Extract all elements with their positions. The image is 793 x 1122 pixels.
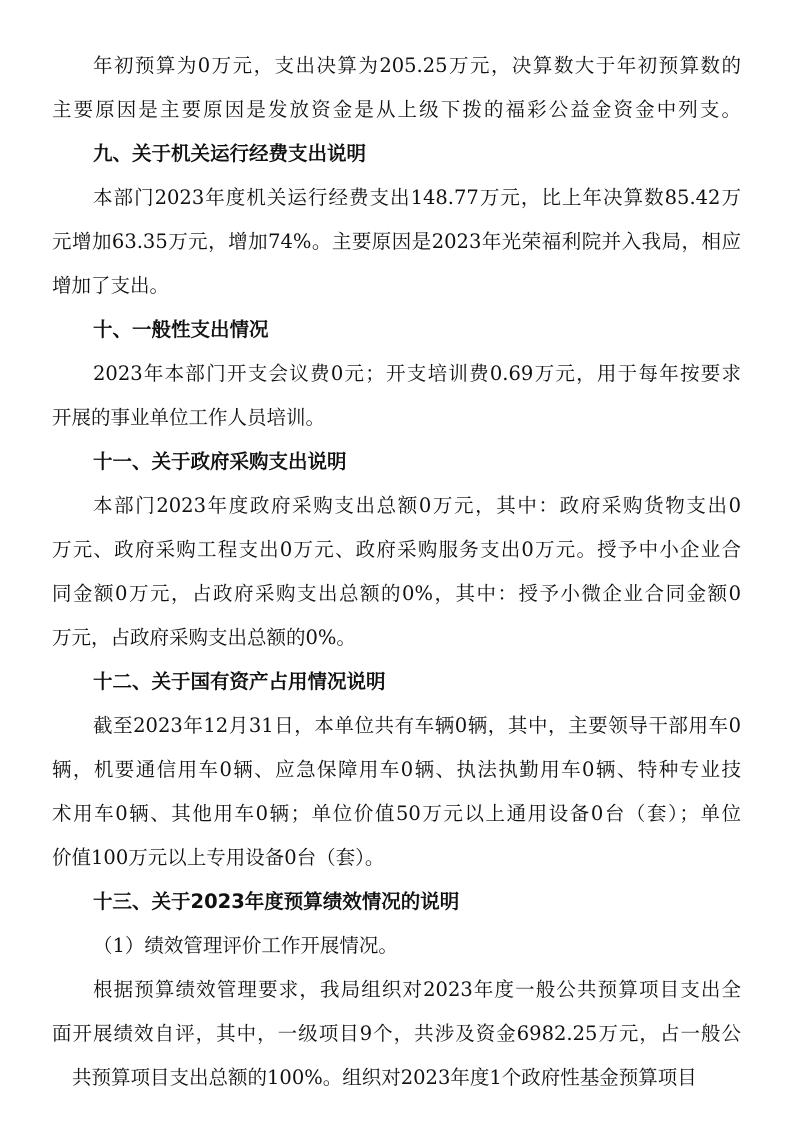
paragraph-line: 增加了支出。 — [52, 274, 170, 297]
section-heading-11: 十一、关于政府采购支出说明 — [93, 450, 347, 473]
paragraph-line: 2023年本部门开支会议费0元；开支培训费0.69万元，用于每年按要求 — [93, 362, 741, 385]
paragraph-line: 根据预算绩效管理要求，我局组织对2023年度一般公共预算项目支出全 — [93, 978, 741, 1001]
paragraph-line: 共预算项目支出总额的100%。组织对2023年度1个政府性基金预算项目 — [72, 1066, 697, 1089]
section-heading-9: 九、关于机关运行经费支出说明 — [93, 142, 367, 165]
paragraph-line: 主要原因是主要原因是发放资金是从上级下拨的福彩公益金资金中列支。 — [52, 98, 741, 121]
paragraph-line: 开展的事业单位工作人员培训。 — [52, 406, 326, 429]
section-heading-12: 十二、关于国有资产占用情况说明 — [93, 670, 386, 693]
section-heading-13: 十三、关于2023年度预算绩效情况的说明 — [93, 890, 460, 913]
paragraph-line: （1）绩效管理评价工作开展情况。 — [93, 934, 398, 957]
section-heading-10: 十、一般性支出情况 — [93, 318, 269, 341]
paragraph-line: 辆，机要通信用车0辆、应急保障用车0辆、执法执勤用车0辆、特种专业技 — [52, 758, 741, 781]
paragraph-line: 万元、政府采购工程支出0万元、政府采购服务支出0万元。授予中小企业合 — [52, 538, 741, 561]
paragraph-line: 万元，占政府采购支出总额的0%。 — [52, 626, 356, 649]
paragraph-line: 同金额0万元，占政府采购支出总额的0%，其中：授予小微企业合同金额0 — [52, 582, 741, 605]
paragraph-line: 本部门2023年度政府采购支出总额0万元，其中：政府采购货物支出0 — [93, 494, 741, 517]
paragraph-line: 术用车0辆、其他用车0辆；单位价值50万元以上通用设备0台（套）；单位 — [52, 802, 741, 825]
paragraph-line: 年初预算为0万元，支出决算为205.25万元，决算数大于年初预算数的 — [93, 54, 741, 77]
paragraph-line: 面开展绩效自评，其中，一级项目9个，共涉及资金6982.25万元，占一般公 — [52, 1022, 741, 1045]
paragraph-line: 价值100万元以上专用设备0台（套）。 — [52, 846, 385, 869]
paragraph-line: 本部门2023年度机关运行经费支出148.77万元，比上年决算数85.42万 — [93, 186, 741, 209]
paragraph-line: 元增加63.35万元，增加74%。主要原因是2023年光荣福利院并入我局，相应 — [52, 230, 741, 253]
paragraph-line: 截至2023年12月31日，本单位共有车辆0辆，其中，主要领导干部用车0 — [93, 714, 741, 737]
